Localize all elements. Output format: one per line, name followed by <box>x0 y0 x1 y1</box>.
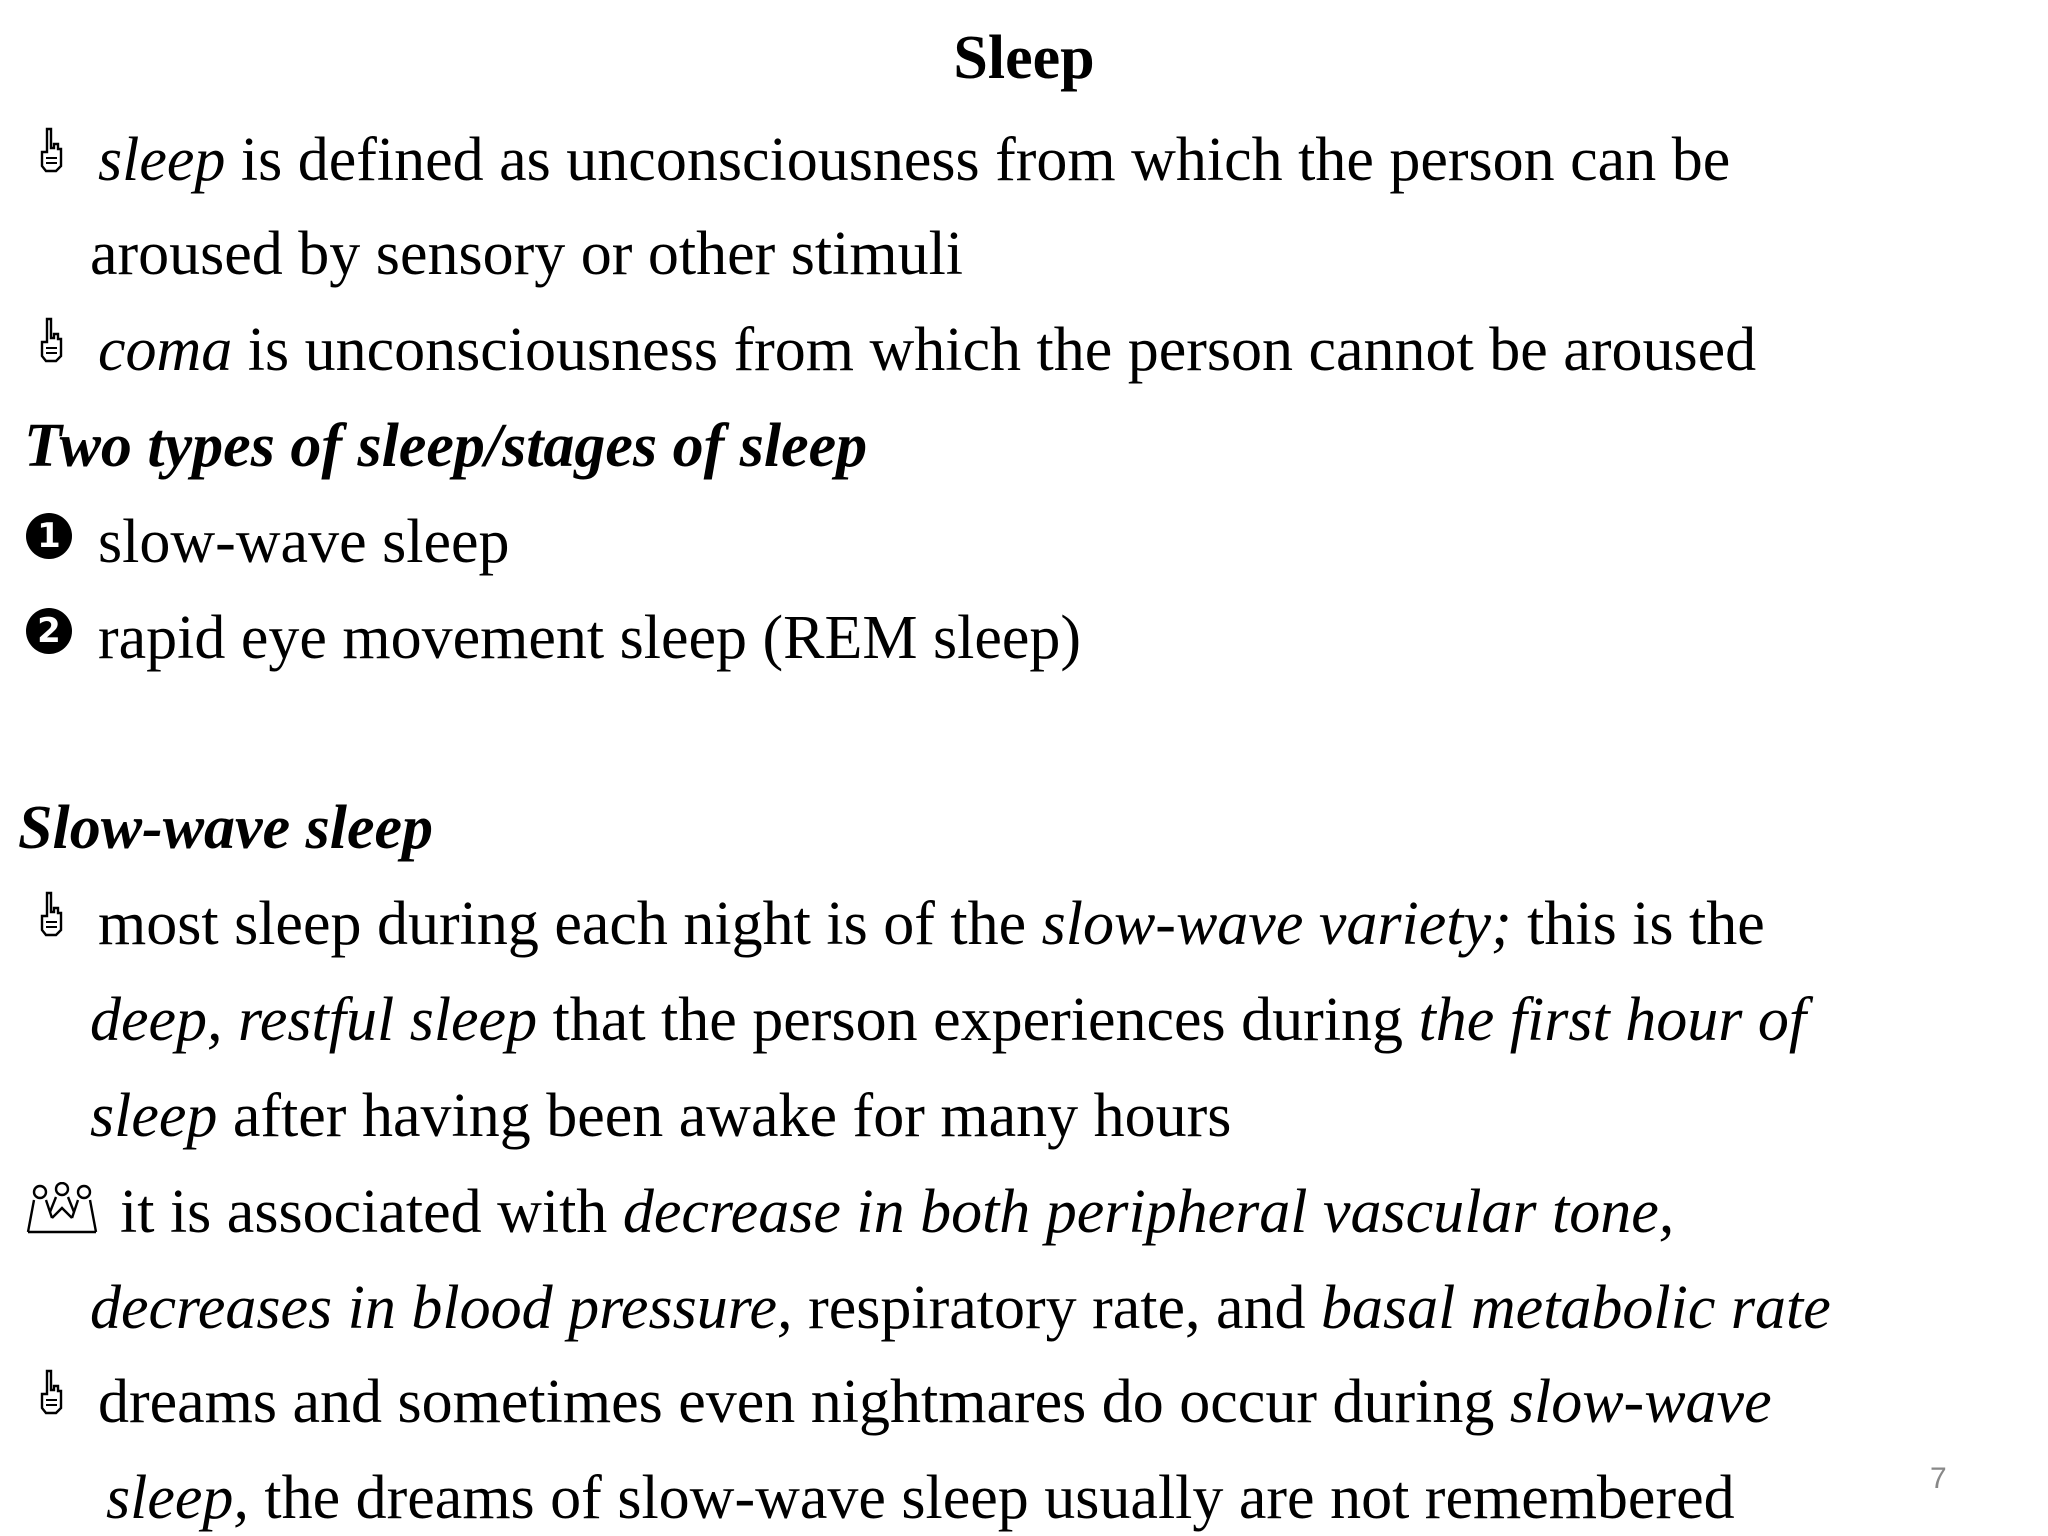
page-number: 7 <box>1930 1462 1947 1495</box>
pointing-hand-icon <box>36 316 66 364</box>
point2-line1 <box>120 1176 1674 1248</box>
point2-text-a: it is associated with <box>120 1178 623 1246</box>
definition-sleep-line2 <box>90 218 963 290</box>
point1-line3 <box>90 1080 1231 1152</box>
point3-line2 <box>106 1462 1735 1534</box>
type-rem: rapid eye movement sleep (REM sleep) <box>98 604 1082 672</box>
page-title: Sleep <box>953 24 1095 92</box>
point3-line1 <box>98 1366 1772 1438</box>
point2-text-c: decreases in blood pressure, <box>90 1274 793 1342</box>
point1-text-c: this is the <box>1511 890 1765 958</box>
number-two-icon: 2 <box>26 608 72 654</box>
point2-line2 <box>90 1272 1831 1344</box>
people-group-icon <box>22 1182 102 1236</box>
point2-text-e: basal metabolic rate <box>1321 1274 1831 1342</box>
point1-text-g: sleep <box>90 1082 218 1150</box>
pointing-hand-icon <box>36 126 66 174</box>
point1-text-e: that the person experiences during <box>537 986 1419 1054</box>
point1-line1 <box>98 888 1765 960</box>
pointing-hand-icon <box>36 1368 66 1416</box>
term-coma: coma <box>98 316 233 384</box>
point1-text-a: most sleep during each night is of the <box>98 890 1042 958</box>
point1-text-f: the first hour of <box>1418 986 1807 1054</box>
point1-text-b: slow-wave variety; <box>1041 890 1512 958</box>
definition-sleep-text-cont: aroused by sensory or other stimuli <box>90 220 964 288</box>
types-heading: Two types of sleep/stages of sleep <box>24 412 868 480</box>
definition-coma-line <box>98 314 1756 386</box>
term-sleep: sleep <box>98 126 226 194</box>
point1-text-d: deep, restful sleep <box>90 986 538 1054</box>
point1-text-h: after having been awake for many hours <box>217 1082 1232 1150</box>
number-one-icon: 1 <box>26 513 72 559</box>
point2-text-d: respiratory rate, and <box>792 1274 1322 1342</box>
point2-text-b: decrease in both peripheral vascular tone, <box>622 1178 1675 1246</box>
definition-coma-text: is unconsciousness from which the person cannot be aroused <box>232 316 1757 384</box>
point3-text-a: dreams and sometimes even nightmares do occur during <box>98 1368 1510 1436</box>
type-slow-wave: slow-wave sleep <box>98 508 510 576</box>
point3-text-b: slow-wave <box>1509 1368 1772 1436</box>
point1-line2 <box>90 984 1806 1056</box>
slow-wave-heading: Slow-wave sleep <box>18 794 433 862</box>
point3-text-d: the dreams of slow-wave sleep usually are not remembered <box>248 1464 1735 1532</box>
definition-sleep-line1 <box>98 124 1730 196</box>
pointing-hand-icon <box>36 890 66 938</box>
definition-sleep-text: is defined as unconsciousness from which the person can be <box>225 126 1731 194</box>
point3-text-c: sleep, <box>106 1464 249 1532</box>
